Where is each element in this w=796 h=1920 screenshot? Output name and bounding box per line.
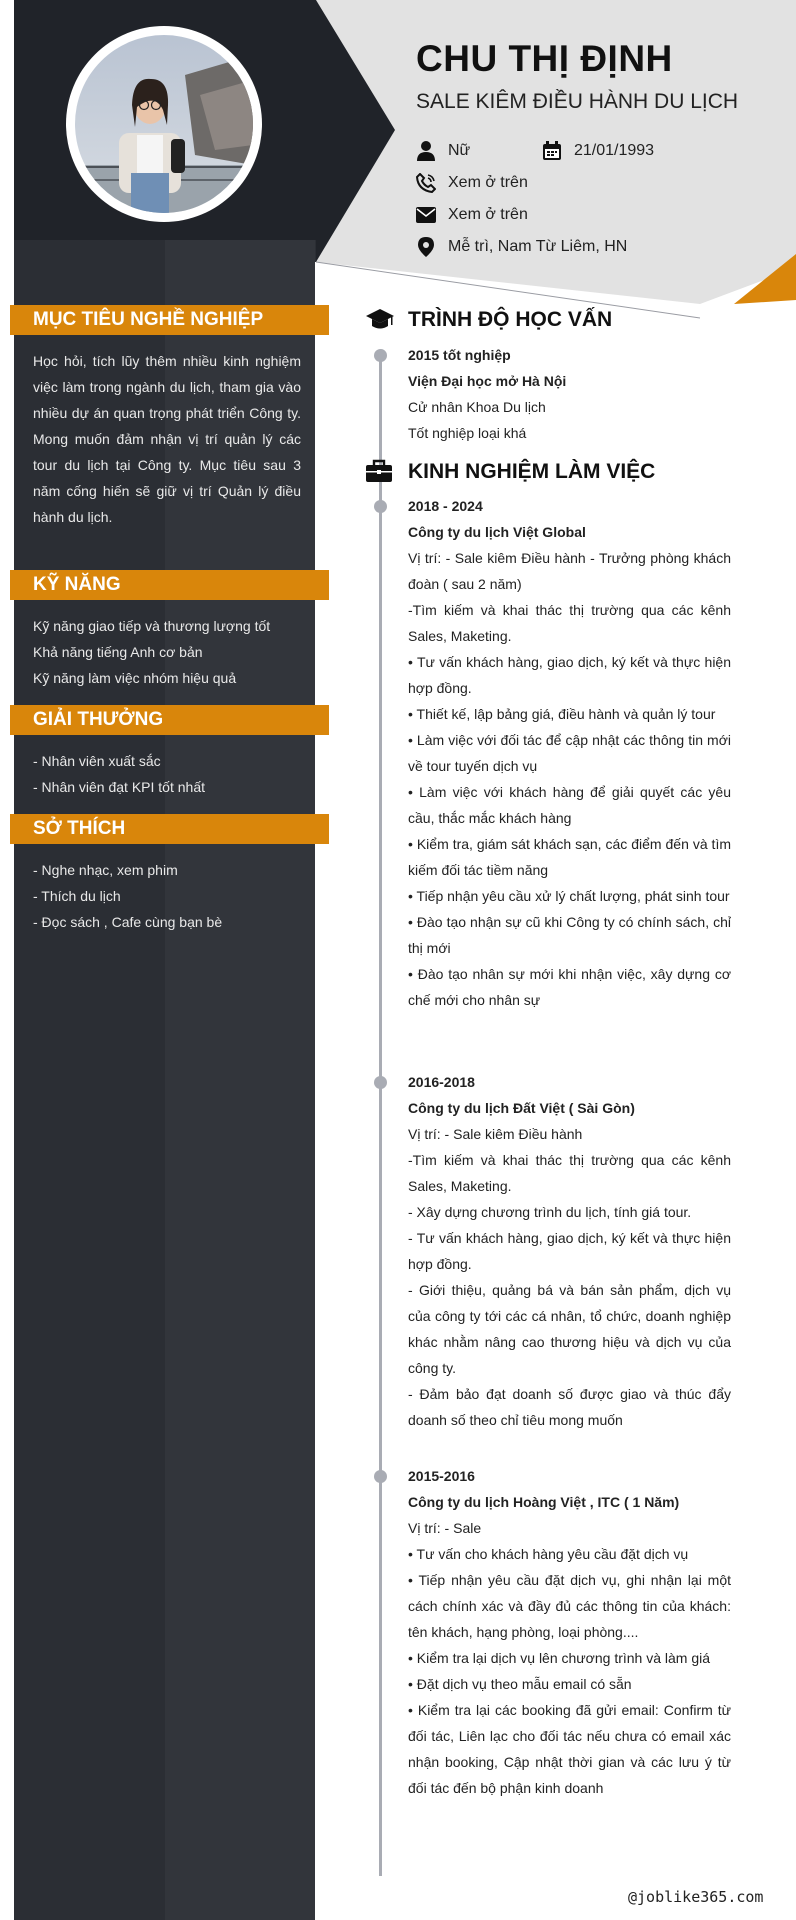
job-line: Vị trí: - Sale kiêm Điều hành: [408, 1126, 583, 1142]
job-line: • Tư vấn khách hàng, giao dịch, ký kết và thực hiện hợp đồng.: [408, 654, 731, 696]
job-line: • Thiết kế, lập bảng giá, điều hành và quản lý tour: [408, 706, 716, 722]
phone-icon: [416, 173, 436, 193]
job-line: -Tìm kiếm và khai thác thị trường qua các kênh Sales, Maketing.: [408, 602, 731, 644]
skills-list: [33, 613, 301, 691]
job-line: • Đặt dịch vụ theo mẫu email có sẵn: [408, 1676, 632, 1692]
skills-heading: KỸ NĂNG: [10, 570, 329, 600]
timeline-dot: [374, 1076, 387, 1089]
timeline-dot: [374, 500, 387, 513]
education-entry: [408, 342, 731, 446]
briefcase-icon: [366, 459, 394, 485]
address-value: Mễ trì, Nam Từ Liêm, HN: [448, 238, 628, 255]
job-line: • Làm việc với khách hàng để giải quyết các yêu cầu, thắc mắc khách hàng: [408, 784, 731, 826]
dob-row: [542, 139, 654, 163]
objective-heading: MỤC TIÊU NGHỀ NGHIỆP: [10, 305, 329, 335]
job-line: • Đào tạo nhận sự cũ khi Công ty có chính sách, chỉ thị mới: [408, 914, 731, 956]
job-line: Vị trí: - Sale: [408, 1520, 482, 1536]
experience-heading: KINH NGHIỆM LÀM VIỆC: [408, 460, 656, 483]
email-value: Xem ở trên: [448, 206, 528, 223]
education-grade: Tốt nghiệp loại khá: [408, 425, 527, 441]
map-pin-icon: [416, 237, 436, 257]
avatar: [66, 26, 262, 222]
calendar-icon: [542, 141, 562, 161]
job-title: SALE KIÊM ĐIỀU HÀNH DU LỊCH: [416, 90, 739, 113]
education-school: Viện Đại học mở Hà Nội: [408, 373, 567, 389]
education-year: 2015 tốt nghiệp: [408, 347, 511, 363]
objective-text: Học hỏi, tích lũy thêm nhiều kinh nghiệm việc làm trong ngành du lịch, tham gia vào nhiều dự án quan trọng phát triển Công ty. Mong muốn đảm nhận vị trí quản lý các tour du lịch tại Công ty. Mục tiêu sau 3 năm cống hiến sẽ giữ vị trí Quản lý điều hành du lịch.: [33, 353, 301, 525]
job-line: • Đào tạo nhân sự mới khi nhận việc, xây dựng cơ chế mới cho nhân sự: [408, 966, 731, 1008]
envelope-icon: [416, 205, 436, 225]
job-entry: [408, 1069, 731, 1433]
education-heading: TRÌNH ĐỘ HỌC VẤN: [408, 308, 613, 331]
job-line: • Làm việc với đối tác để cập nhật các thông tin mới về tour tuyến dịch vụ: [408, 732, 731, 774]
job-period: 2016-2018: [408, 1074, 475, 1090]
list-item: - Nghe nhạc, xem phim: [33, 862, 178, 878]
job-period: 2015-2016: [408, 1468, 475, 1484]
list-item: - Thích du lịch: [33, 888, 121, 904]
awards-list: [33, 748, 301, 800]
hobbies-heading: SỞ THÍCH: [10, 814, 329, 844]
timeline-dot: [374, 349, 387, 362]
job-company: Công ty du lịch Việt Global: [408, 524, 586, 540]
job-entry: [408, 493, 731, 1013]
graduation-cap-icon: [366, 307, 394, 333]
phone-row: [416, 171, 528, 195]
user-icon: [416, 141, 436, 161]
job-company: Công ty du lịch Hoàng Việt , ITC ( 1 Năm): [408, 1494, 680, 1510]
gender-row: [416, 139, 470, 163]
job-line: - Tư vấn khách hàng, giao dịch, ký kết và thực hiện hợp đồng.: [408, 1230, 731, 1272]
job-line: • Tiếp nhận yêu cầu xử lý chất lượng, phát sinh tour: [408, 888, 730, 904]
job-line: - Giới thiệu, quảng bá và bán sản phẩm, dịch vụ của công ty tới các cá nhân, tổ chức, doanh nghiệp khác nhằm nâng cao thương hiệu và dịch vụ của công ty.: [408, 1282, 731, 1376]
address-row: [416, 235, 627, 259]
list-item: Khả năng tiếng Anh cơ bản: [33, 644, 203, 660]
watermark: @joblike365.com: [628, 1888, 764, 1906]
job-company: Công ty du lịch Đất Việt ( Sài Gòn): [408, 1100, 635, 1116]
candidate-name: CHU THỊ ĐỊNH: [416, 38, 673, 79]
timeline-dot: [374, 1470, 387, 1483]
job-line: -Tìm kiếm và khai thác thị trường qua các kênh Sales, Maketing.: [408, 1152, 731, 1194]
job-line: • Tư vấn cho khách hàng yêu cầu đặt dịch vụ: [408, 1546, 689, 1562]
email-row: [416, 203, 528, 227]
awards-heading: GIẢI THƯỞNG: [10, 705, 329, 735]
job-line: - Xây dựng chương trình du lịch, tính giá tour.: [408, 1204, 692, 1220]
timeline-line: [379, 352, 382, 1876]
phone-value: Xem ở trên: [448, 174, 528, 191]
job-line: - Đảm bảo đạt doanh số được giao và thúc đẩy doanh số theo chỉ tiêu mong muốn: [408, 1386, 731, 1428]
list-item: - Đọc sách , Cafe cùng bạn bè: [33, 914, 223, 930]
hobbies-list: [33, 857, 301, 935]
job-line: • Kiểm tra lại các booking đã gửi email: Confirm từ đối tác, Liên lạc cho đối tác nếu chưa có email xác nhận booking, Cập nhật thời gian và các lưu ý từ đối tác đến bộ phận kinh doanh: [408, 1702, 731, 1796]
job-entry: [408, 1463, 731, 1801]
list-item: Kỹ năng làm việc nhóm hiệu quả: [33, 670, 237, 686]
job-period: 2018 - 2024: [408, 498, 483, 514]
job-line: • Kiểm tra, giám sát khách sạn, các điểm đến và tìm kiếm đối tác tiềm năng: [408, 836, 731, 878]
job-line: • Tiếp nhận yêu cầu đặt dịch vụ, ghi nhận lại một cách chính xác và đầy đủ các thông tin của khách: tên khách, hạng phòng, loại phòng....: [408, 1572, 731, 1640]
job-line: • Kiểm tra lại dịch vụ lên chương trình và làm giá: [408, 1650, 711, 1666]
job-line: Vị trí: - Sale kiêm Điều hành - Trưởng phòng khách đoàn ( sau 2 năm): [408, 550, 731, 592]
gender-value: Nữ: [448, 142, 471, 159]
list-item: - Nhân viên xuất sắc: [33, 753, 161, 769]
dob-value: 21/01/1993: [574, 142, 655, 159]
education-degree: Cử nhân Khoa Du lịch: [408, 399, 546, 415]
list-item: Kỹ năng giao tiếp và thương lượng tốt: [33, 618, 271, 634]
list-item: - Nhân viên đạt KPI tốt nhất: [33, 779, 205, 795]
